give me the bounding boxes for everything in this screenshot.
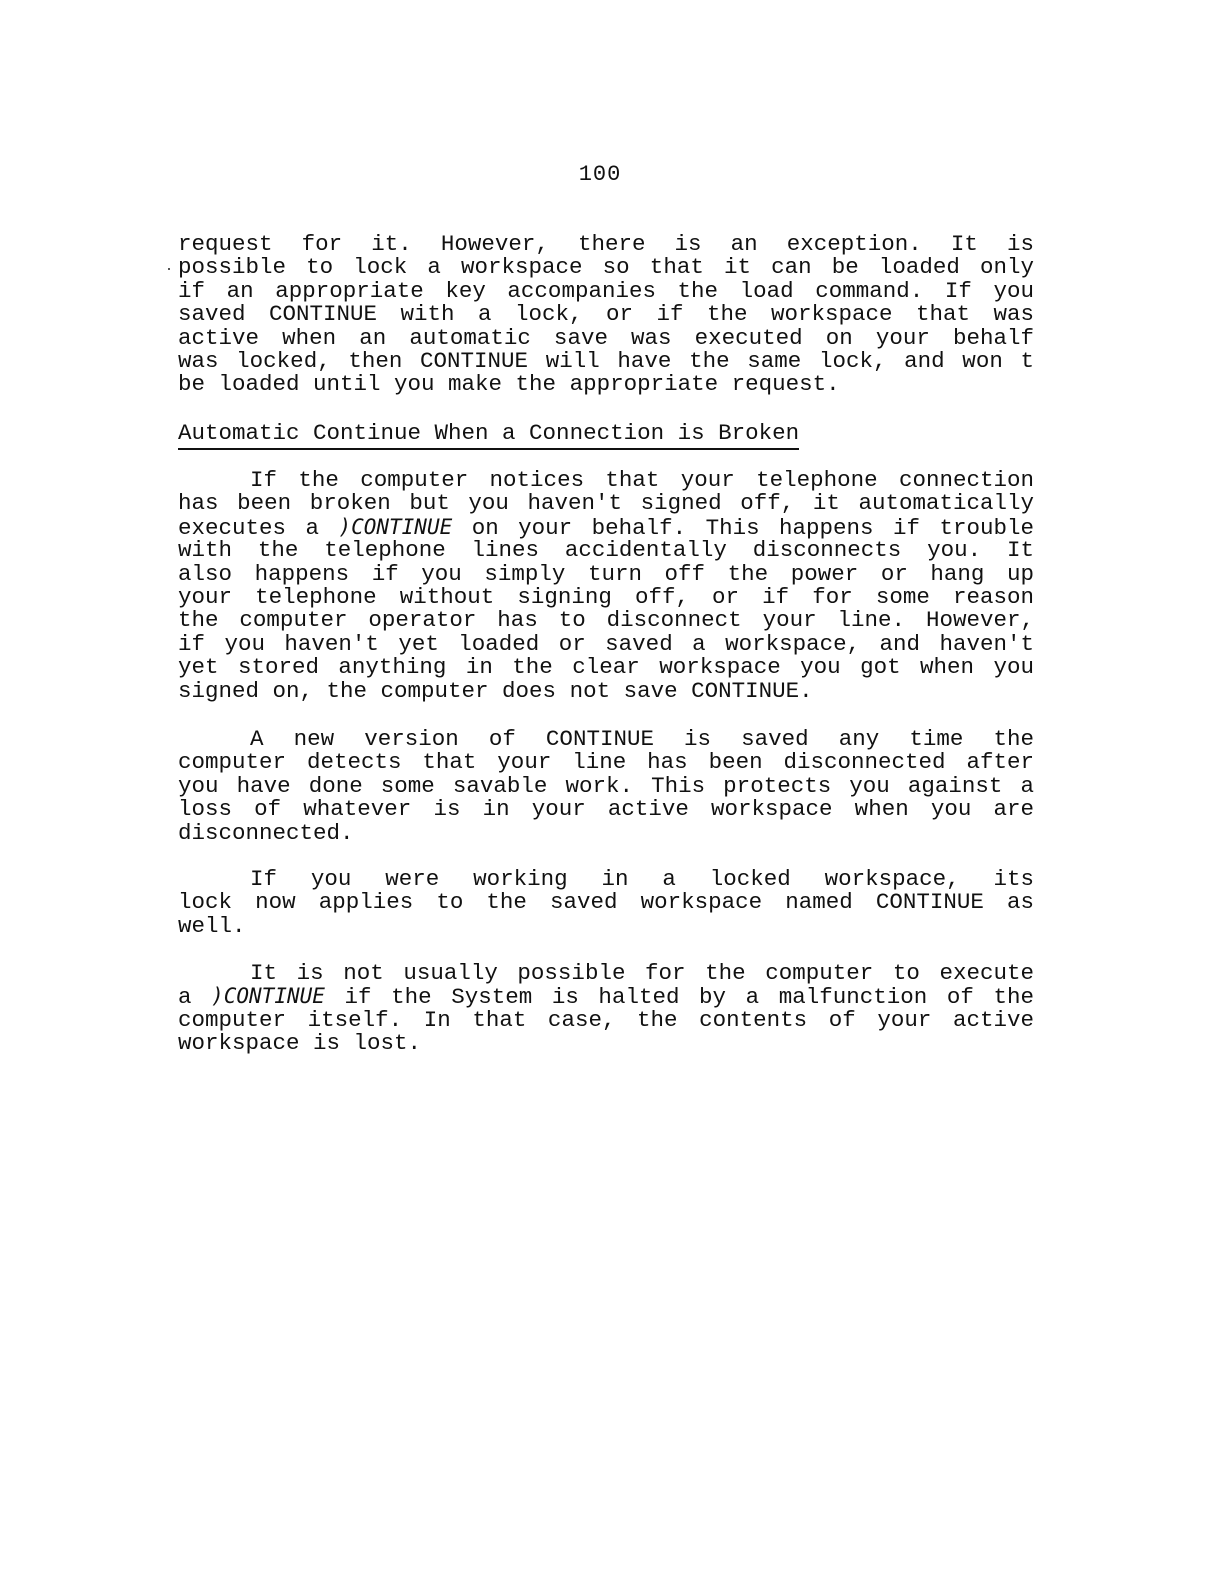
text-line: with the telephone lines accidentally disconnects you. It (178, 537, 1034, 564)
text-line: request for it. However, there is an exception. It is (178, 231, 1034, 257)
text-line: workspace is lost. (178, 1030, 422, 1057)
text-line (178, 984, 1034, 1011)
command-continue: )CONTINUE (338, 514, 453, 539)
text-line: If you were working in a locked workspace, its (250, 866, 1034, 892)
text-line: if you haven't yet loaded or saved a workspace, and haven't (178, 630, 1034, 657)
text-line: yet stored anything in the clear workspace you got when you (178, 654, 1034, 681)
text-line: the computer operator has to disconnect your line. However, (178, 607, 1034, 634)
text-line: possible to lock a workspace so that it can be loaded only (178, 254, 1034, 281)
text-line: also happens if you simply turn off the power or hang up (178, 560, 1034, 587)
paragraph-locked-workspace (178, 868, 1034, 938)
text-line: has been broken but you haven't signed off, it automatically (178, 490, 1034, 517)
text-line: active when an automatic save was executed on your behalf (178, 324, 1034, 351)
text-line (178, 516, 1034, 539)
text-segment: a (178, 984, 212, 1011)
text-line: you have done some savable work. This protects you against a (178, 772, 1034, 799)
text-line: computer detects that your line has been disconnected after (178, 749, 1034, 776)
text-line: be loaded until you make the appropriate request. (178, 371, 840, 398)
text-segment: executes a (178, 514, 339, 541)
text-line: disconnected. (178, 819, 354, 846)
text-line: loss of whatever is in your active workspace when you are (178, 796, 1034, 823)
text-segment: if the System is halted by a malfunction of the (324, 984, 1034, 1011)
page-number: 100 (578, 162, 622, 187)
text-line: saved CONTINUE with a lock, or if the workspace that was (178, 301, 1034, 328)
text-line: computer itself. In that case, the contents of your active (178, 1006, 1034, 1033)
paragraph-connection-broken (178, 469, 1034, 703)
stray-mark (168, 268, 170, 270)
text-line: If the computer notices that your telephone connection (250, 467, 1034, 493)
text-line: signed on, the computer does not save CONTINUE. (178, 677, 813, 704)
text-line: if an appropriate key accompanies the load command. If you (178, 277, 1034, 304)
section-heading: Automatic Continue When a Connection is Broken (178, 421, 799, 450)
text-line: well. (178, 912, 246, 939)
text-line: lock now applies to the saved workspace named CONTINUE as (178, 889, 1034, 916)
paragraph-lock-exception (178, 233, 1034, 397)
command-continue: )CONTINUE (211, 984, 325, 1009)
text-line: A new version of CONTINUE is saved any time the (250, 726, 1034, 752)
paragraph-malfunction (178, 962, 1034, 1056)
text-line: your telephone without signing off, or if for some reason (178, 583, 1034, 610)
text-line: It is not usually possible for the computer to execute (250, 960, 1034, 986)
paragraph-new-version (178, 728, 1034, 845)
text-segment: on your behalf. This happens if trouble (452, 514, 1034, 541)
text-line: was locked, then CONTINUE will have the same lock, and won t (178, 347, 1034, 374)
